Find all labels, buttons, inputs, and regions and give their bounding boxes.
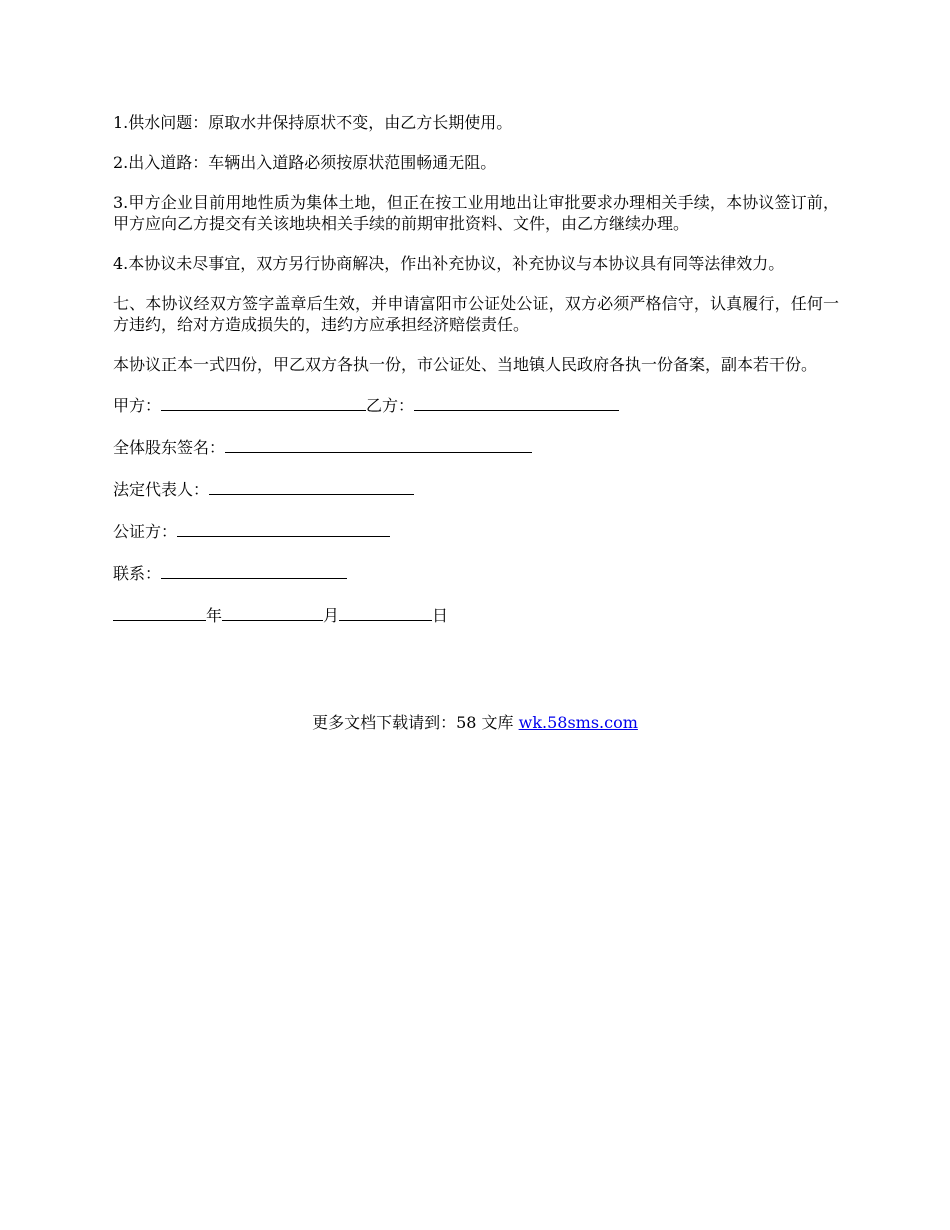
day-label: 日 bbox=[432, 606, 449, 625]
year-label: 年 bbox=[206, 606, 223, 625]
month-label: 月 bbox=[323, 606, 340, 625]
year-blank[interactable] bbox=[113, 604, 206, 621]
notary-signature-line bbox=[113, 520, 839, 542]
clause-copies: 本协议正本一式四份，甲乙双方各执一份，市公证处、当地镇人民政府各执一份备案，副本若干份。 bbox=[113, 355, 818, 374]
shareholders-blank[interactable] bbox=[225, 436, 532, 453]
party-b-label: 乙方： bbox=[366, 396, 415, 415]
legal-rep-signature-line bbox=[113, 478, 839, 500]
contact-blank[interactable] bbox=[161, 562, 347, 579]
clause-land-nature: 3.甲方企业目前用地性质为集体土地，但正在按工业用地出让审批要求办理相关手续，本协议签订前，甲方应向乙方提交有关该地块相关手续的前期审批资料、文件，由乙方继续办理。 bbox=[113, 193, 839, 233]
notary-label: 公证方： bbox=[113, 522, 178, 541]
footer bbox=[0, 712, 950, 733]
shareholders-signature-line bbox=[113, 436, 839, 458]
party-signature-line bbox=[113, 394, 839, 416]
notary-blank[interactable] bbox=[177, 520, 390, 537]
party-a-label: 甲方： bbox=[113, 396, 162, 415]
clause-water-supply: 1.供水问题：原取水井保持原状不变，由乙方长期使用。 bbox=[113, 113, 513, 132]
day-blank[interactable] bbox=[339, 604, 432, 621]
clause-supplementary: 4.本协议未尽事宜，双方另行协商解决，作出补充协议，补充协议与本协议具有同等法律效力。 bbox=[113, 254, 785, 273]
date-line bbox=[113, 604, 839, 626]
contact-signature-line bbox=[113, 562, 839, 584]
document-body bbox=[113, 112, 839, 646]
shareholders-label: 全体股东签名： bbox=[113, 438, 226, 457]
legal-rep-blank[interactable] bbox=[209, 478, 414, 495]
clause-access-road: 2.出入道路：车辆出入道路必须按原状范围畅通无阻。 bbox=[113, 153, 497, 172]
party-b-blank[interactable] bbox=[414, 394, 619, 411]
footer-link[interactable]: wk.58sms.com bbox=[518, 713, 638, 732]
clause-effectiveness: 七、本协议经双方签字盖章后生效，并申请富阳市公证处公证，双方必须严格信守，认真履行，任何一方违约，给对方造成损失的，违约方应承担经济赔偿责任。 bbox=[113, 294, 839, 334]
footer-text: 更多文档下载请到：58 文库 bbox=[312, 713, 519, 732]
legal-rep-label: 法定代表人： bbox=[113, 480, 210, 499]
month-blank[interactable] bbox=[222, 604, 323, 621]
contact-label: 联系： bbox=[113, 564, 162, 583]
party-a-blank[interactable] bbox=[161, 394, 366, 411]
